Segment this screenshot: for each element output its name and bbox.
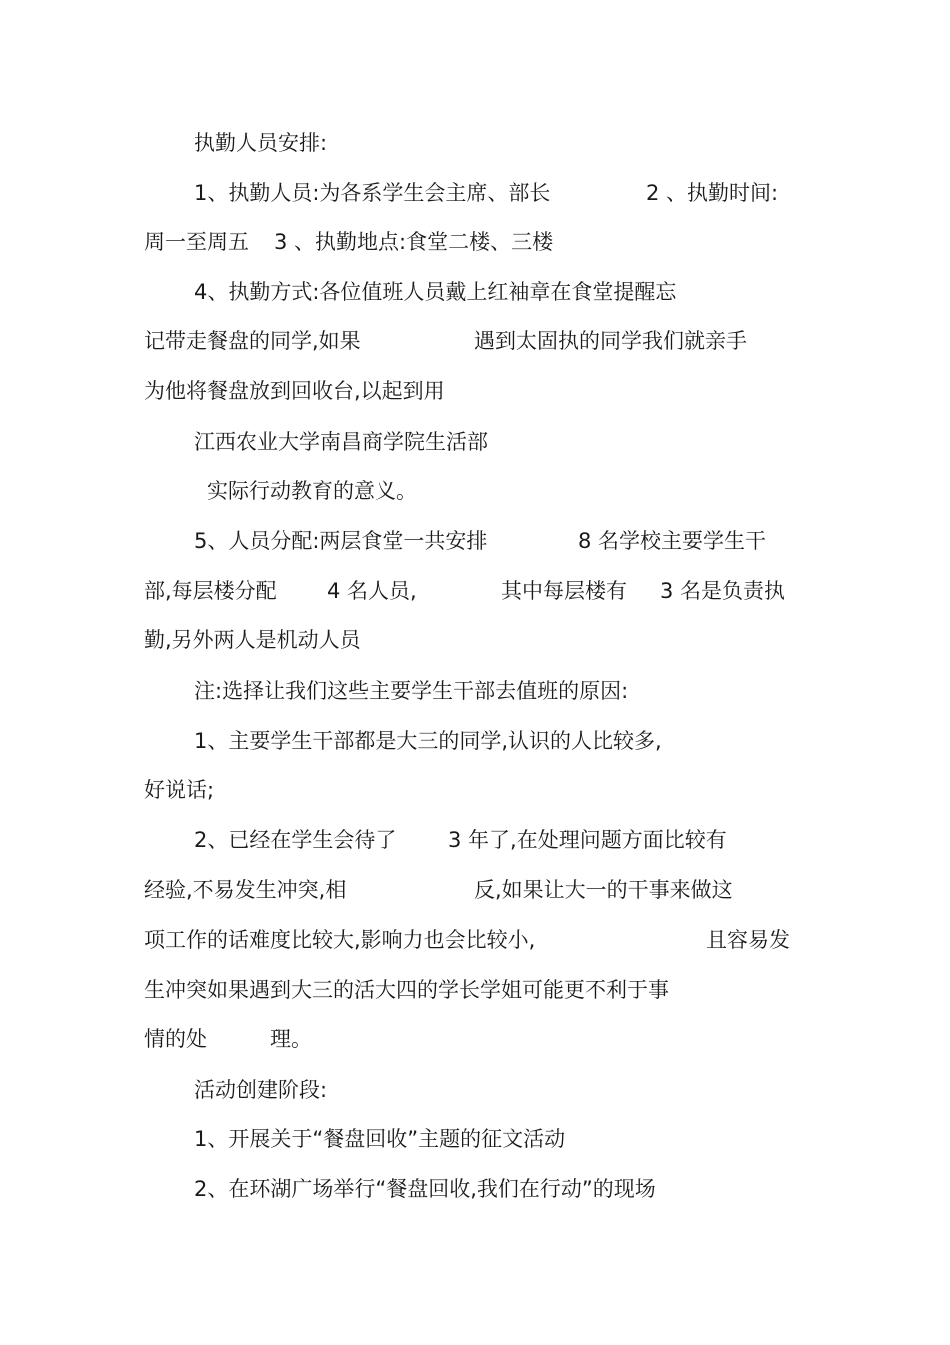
text-segment: 勤,另外两人是机动人员 <box>144 628 361 652</box>
text-segment: 1、主要学生干部都是大三的同学,认识的人比较多, <box>194 729 662 753</box>
text-segment: 2 、执勤时间: <box>646 181 779 205</box>
text-segment: 且容易发 <box>706 928 790 952</box>
text-segment: 活动创建阶段: <box>194 1078 328 1102</box>
text-segment: 遇到太固执的同学我们就亲手 <box>474 329 747 353</box>
text-segment: 理。 <box>270 1027 312 1051</box>
text-segment: 记带走餐盘的同学,如果 <box>144 329 361 353</box>
text-segment: 1、开展关于“餐盘回收”主题的征文活动 <box>194 1127 566 1151</box>
text-segment: 部,每层楼分配 <box>144 579 277 603</box>
text-segment: 生冲突如果遇到大三的活大四的学长学姐可能更不利于事 <box>144 978 669 1002</box>
text-segment: 情的处 <box>144 1027 207 1051</box>
text-segment: 项工作的话难度比较大,影响力也会比较小, <box>144 928 536 952</box>
text-segment: 3 、执勤地点:食堂二楼、三楼 <box>274 230 554 254</box>
text-segment: 注:选择让我们这些主要学生干部去值班的原因: <box>194 679 629 703</box>
text-segment: 实际行动教育的意义。 <box>207 479 417 503</box>
text-segment: 3 年了,在处理问题方面比较有 <box>448 828 727 852</box>
text-segment: 2、已经在学生会待了 <box>194 828 397 852</box>
text-segment: 4 名人员, <box>327 579 417 603</box>
text-segment: 1、执勤人员:为各系学生会主席、部长 <box>194 181 551 205</box>
text-segment: 为他将餐盘放到回收台,以起到用 <box>144 379 445 403</box>
text-segment: 经验,不易发生冲突,相 <box>144 878 347 902</box>
text-segment: 周一至周五 <box>144 230 249 254</box>
text-segment: 好说话; <box>144 778 215 802</box>
text-segment: 4、执勤方式:各位值班人员戴上红袖章在食堂提醒忘 <box>194 280 677 304</box>
text-segment: 8 名学校主要学生干 <box>578 529 767 553</box>
text-segment: 江西农业大学南昌商学院生活部 <box>194 430 488 454</box>
text-segment: 执勤人员安排: <box>194 131 328 155</box>
text-segment: 其中每层楼有 <box>501 579 627 603</box>
text-segment: 反,如果让大一的干事来做这 <box>474 878 733 902</box>
text-segment: 2、在环湖广场举行“餐盘回收,我们在行动”的现场 <box>194 1177 656 1201</box>
text-segment: 3 名是负责执 <box>660 579 786 603</box>
text-segment: 5、人员分配:两层食堂一共安排 <box>194 529 488 553</box>
